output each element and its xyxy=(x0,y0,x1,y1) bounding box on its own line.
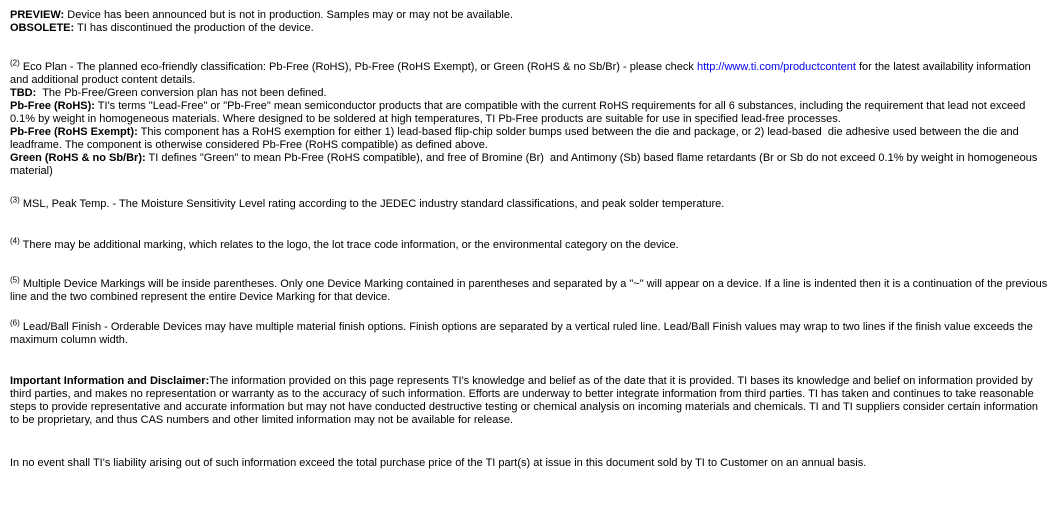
footnote-ref-number: (6) xyxy=(10,318,20,328)
pb-free-rohs-note xyxy=(10,100,1048,126)
text-run: The information provided on this page represents TI's knowledge and belief as of the date that it is provided. TI bases its knowledge and belief on information provided by third parties, and makes no representation or warranty as to the accuracy of such information. Efforts are underway to better integrate information from third parties. TI has taken and continues to take reasonable steps to provide representative and accurate information but may not have conducted destructive testing or chemical analysis on incoming materials and chemicals. TI and TI suppliers consider certain information to be proprietary, and thus CAS numbers and other limited information may not be available for release. xyxy=(10,375,1042,426)
green-rohs-note xyxy=(10,152,1048,178)
product-content-link[interactable]: http://www.ti.com/productcontent xyxy=(696,61,856,73)
text-run: Eco Plan - The planned eco-friendly classification: Pb-Free (RoHS), Pb-Free (RoHS Exempt), or Green (RoHS & no Sb/Br) - please check xyxy=(19,61,697,73)
footnote-ref-number: (3) xyxy=(10,195,20,205)
text-run: There may be additional marking, which relates to the logo, the lot trace code information, or the environmental category on the device. xyxy=(19,239,679,251)
term-label: PREVIEW: xyxy=(10,9,65,21)
text-run: The Pb-Free/Green conversion plan has not been defined. xyxy=(36,87,327,99)
term-label: Pb-Free (RoHS Exempt): xyxy=(10,126,138,138)
term-label: Pb-Free (RoHS): xyxy=(10,100,95,112)
footnote-ref-number: (2) xyxy=(10,58,20,68)
text-run: TI has discontinued the production of the device. xyxy=(74,22,314,34)
footnote-2-eco-plan xyxy=(10,58,1048,87)
text-run: Multiple Device Markings will be inside parentheses. Only one Device Marking contained in parentheses and separated by a "~" will appear on a device. If a line is indented then it is a continuation of the previous line and the two combined represent the entire Device Marking for that device. xyxy=(10,278,1051,303)
text-run: Lead/Ball Finish - Orderable Devices may have multiple material finish options. Finish options are separated by a vertical ruled line. Lead/Ball Finish values may wrap to two lines if the finish value exceeds the maximum column width. xyxy=(10,321,1036,346)
footnotes-content xyxy=(10,9,1051,470)
footnote-6-lead-ball-finish xyxy=(10,318,1048,347)
text-run: MSL, Peak Temp. - The Moisture Sensitivity Level rating according to the JEDEC industry standard classifications, and peak solder temperature. xyxy=(19,198,725,210)
footnote-ref-number: (5) xyxy=(10,275,20,285)
term-label: Important Information and Disclaimer: xyxy=(10,375,210,387)
tbd-note xyxy=(10,87,1048,100)
footnote-3-msl xyxy=(10,195,1048,211)
footnote-5-device-markings xyxy=(10,275,1051,304)
text-run: for the latest availability information and additional product content details. xyxy=(10,61,1034,86)
term-label: OBSOLETE: xyxy=(10,22,75,34)
obsolete-note xyxy=(10,22,1048,35)
text-run: In no event shall TI's liability arising out of such information exceed the total purchase price of the TI part(s) at issue in this document sold by TI to Customer on an annual basis. xyxy=(10,457,867,469)
term-label: TBD: xyxy=(10,87,37,99)
text-run: Device has been announced but is not in production. Samples may or may not be available. xyxy=(64,9,514,21)
text-run: This component has a RoHS exemption for either 1) lead-based flip-chip solder bumps used between the die and package, or 2) lead-based die adhesive used between the die and leadframe. The component is otherwise considered Pb-Free (RoHS compatible) as defined above. xyxy=(10,126,1022,151)
term-label: Green (RoHS & no Sb/Br): xyxy=(10,152,146,164)
important-information-disclaimer xyxy=(10,375,1048,427)
pb-free-rohs-exempt-note xyxy=(10,126,1048,152)
footnote-4-marking xyxy=(10,236,1048,252)
footnote-ref-number: (4) xyxy=(10,236,20,246)
liability-note xyxy=(10,457,1048,470)
preview-note xyxy=(10,9,1048,22)
text-run: TI defines "Green" to mean Pb-Free (RoHS compatible), and free of Bromine (Br) and Antimony (Sb) based flame retardants (Br or Sb do not exceed 0.1% by weight in homogeneous material) xyxy=(10,152,1041,177)
text-run: TI's terms "Lead-Free" or "Pb-Free" mean semiconductor products that are compatible with the current RoHS requirements for all 6 substances, including the requirement that lead not exceed 0.1% by weight in homogeneous materials. Where designed to be soldered at high temperatures, TI Pb-Free products are suitable for use in specified lead-free processes. xyxy=(10,100,1029,125)
